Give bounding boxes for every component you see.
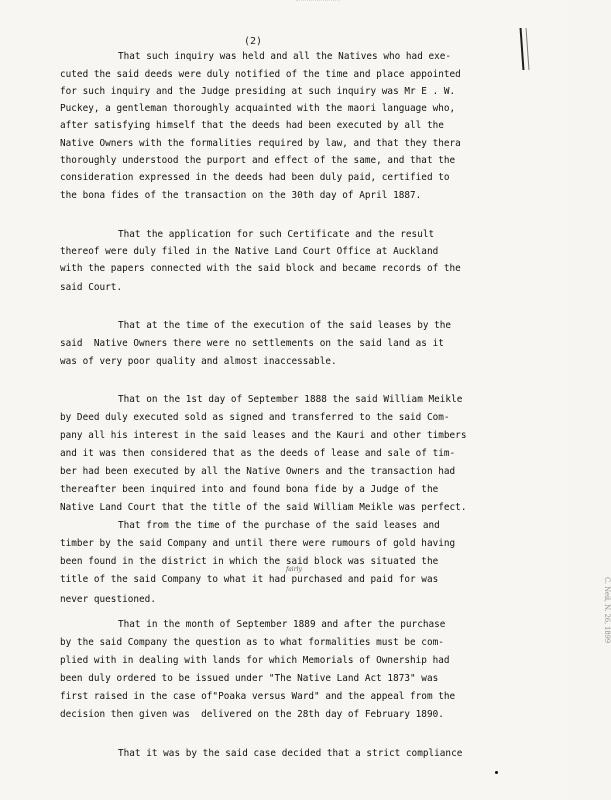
paragraph-line: That on the 1st day of September 1888 the said William Meikle [118,394,463,405]
paragraph-line: and it was then considered that as the deeds of lease and sale of tim- [60,448,456,459]
margin-note: C. Neil, N. 26, 1899 [603,577,611,644]
paragraph-line: with the papers connected with the said block and became records of the [60,263,461,274]
paragraph-line: ber had been executed by all the Native Owners and the transaction had [60,466,456,477]
paragraph-line: was of very poor quality and almost inaccessable. [60,356,337,367]
paragraph-line: been duly ordered to be issued under "The Native Land Act 1873" was [60,673,439,684]
paragraph-line: said Native Owners there were no settlements on the said land as it [60,338,444,349]
page-number: (2) [243,36,263,47]
paragraph-line: That it was by the said case decided that a strict compliance [118,748,463,759]
interlinear-note: fairly [286,566,302,573]
paragraph-line: That such inquiry was held and all the Natives who had exe- [118,51,452,62]
paragraph-line: timber by the said Company and until there were rumours of gold having [60,538,456,549]
paragraph-line: by Deed duly executed sold as signed and transferred to the said Com- [60,412,450,423]
paragraph-line: consideration expressed in the deeds had been duly paid, certified to [60,172,450,183]
paragraph-line: Native Owners with the formalities required by law, and that they thera [60,138,461,149]
paragraph-line: Puckey, a gentleman thoroughly acquainted with the maori language who, [60,103,456,114]
paragraph-line: That from the time of the purchase of the said leases and [118,520,440,531]
paragraph-line: thereof were duly filed in the Native Land Court Office at Auckland [60,246,439,257]
paragraph-line: been found in the district in which the said block was situated the [60,556,439,567]
paragraph-line: thoroughly understood the purport and effect of the same, and that the [60,155,456,166]
paragraph-line: said Court. [60,282,123,293]
paragraph-line: decision then given was delivered on the 28th day of February 1890. [60,709,444,720]
paragraph-line: by the said Company the question as to what formalities must be com- [60,637,444,648]
paragraph-line: That the application for such Certificate and the result [118,229,435,240]
binding-mark [520,28,530,70]
paragraph-line: for such inquiry and the Judge presiding at such inquiry was Mr E . W. [60,86,456,97]
paragraph-line: That in the month of September 1889 and after the purchase [118,619,446,630]
ink-dot [495,771,498,774]
paragraph-line: cuted the said deeds were duly notified of the time and place appointed [60,69,461,80]
paragraph-line: first raised in the case of"Poaka versus Ward" and the appeal from the [60,691,456,702]
paragraph-line: Native Land Court that the title of the said William Meikle was perfect. [60,502,467,513]
paragraph-line: thereafter been inquired into and found bona fide by a Judge of the [60,484,439,495]
paragraph-line: the bona fides of the transaction on the 30th day of April 1887. [60,190,422,201]
paragraph-line: title of the said Company to what it had purchased and paid for was [60,574,439,585]
paragraph-line: after satisfying himself that the deeds had been executed by all the [60,120,444,131]
paragraph-line: pany all his interest in the said leases and the Kauri and other timbers [60,430,467,441]
top-mark [296,0,340,11]
paragraph-line: That at the time of the execution of the said leases by the [118,320,452,331]
paragraph-line: plied with in dealing with lands for which Memorials of Ownership had [60,655,450,666]
paragraph-line: never questioned. [60,594,156,605]
